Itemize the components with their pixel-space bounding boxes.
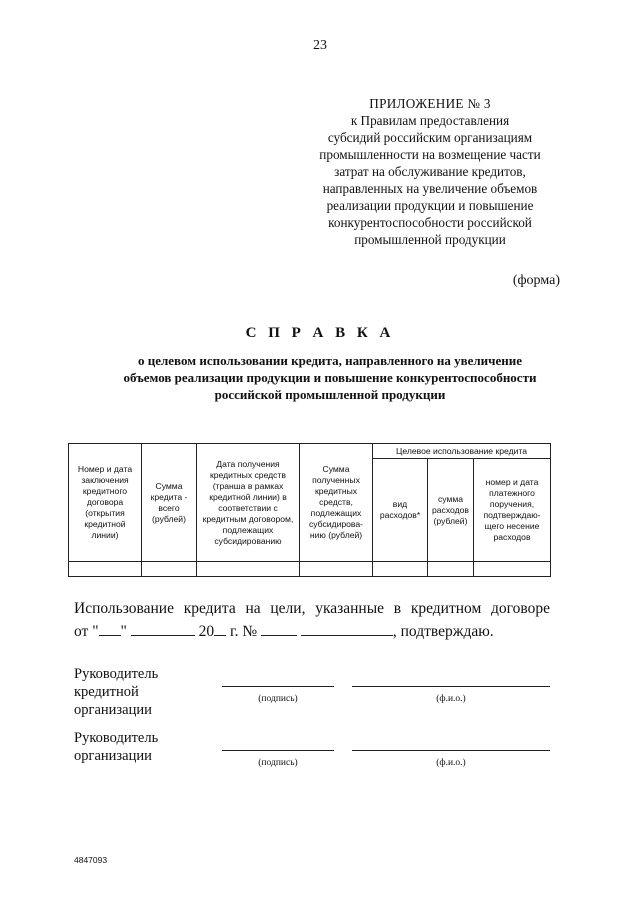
appendix-line: к Правилам предоставления xyxy=(350,113,510,128)
bank-signature-line[interactable] xyxy=(222,686,334,687)
col-header-expense-sum: сумма расходов (рублей) xyxy=(428,459,474,562)
appendix-line: затрат на обслуживание кредитов, xyxy=(334,164,526,179)
quote-close: " xyxy=(120,623,127,640)
appendix-block xyxy=(290,95,570,248)
col-header-expense-type: вид расходов* xyxy=(373,459,428,562)
org-signature-line[interactable] xyxy=(222,750,334,751)
day-blank[interactable] xyxy=(99,620,121,636)
number-blank-2[interactable] xyxy=(301,620,393,636)
org-name-line[interactable] xyxy=(352,750,550,751)
col-header-received-sum: Сумма полученных кредитных средств, подлежащих субсидирова-нию (рублей) xyxy=(300,444,373,562)
table-header-row xyxy=(69,444,551,459)
date-prefix: от " xyxy=(74,623,99,640)
table-cell[interactable] xyxy=(300,562,373,577)
appendix-line: промышленной продукции xyxy=(354,232,506,247)
table-cell[interactable] xyxy=(142,562,197,577)
label-line: кредитной xyxy=(74,684,139,700)
signature-caption: (подпись) xyxy=(258,758,298,768)
page-number: 23 xyxy=(313,38,327,53)
appendix-line: промышленности на возмещение части xyxy=(319,147,541,162)
label-line: организации xyxy=(74,748,152,764)
document-id: 4847093 xyxy=(74,855,108,865)
form-note: (форма) xyxy=(512,273,560,288)
signature-caption: (подпись) xyxy=(258,694,298,704)
table-row xyxy=(69,562,551,577)
table-cell[interactable] xyxy=(428,562,474,577)
document-subtitle xyxy=(60,352,600,403)
org-head-label xyxy=(74,729,158,765)
confirmation-end: , подтверждаю. xyxy=(392,623,494,640)
confirmation-line-2 xyxy=(74,620,554,643)
document-title: С П Р А В К А xyxy=(245,325,395,341)
col-header-receipt-date: Дата получения кредитных средств (транша в рамках кредитной линии) в соответствии с кредитным договором, подлежащих субсидированию xyxy=(197,444,300,562)
col-header-contract: Номер и дата заключения кредитного договора (открытия кредитной линии) xyxy=(69,444,142,562)
table-cell[interactable] xyxy=(69,562,142,577)
table-cell[interactable] xyxy=(197,562,300,577)
label-line: Руководитель xyxy=(74,666,159,682)
appendix-line: направленных на увеличение объемов xyxy=(322,181,538,196)
subtitle-line: о целевом использовании кредита, направленного на увеличение xyxy=(137,353,523,368)
year-prefix: 20 xyxy=(198,623,215,640)
label-line: Руководитель xyxy=(74,730,159,746)
month-blank[interactable] xyxy=(131,620,195,636)
col-header-payment-order: номер и дата платежного поручения, подтверждаю-щего несение расходов xyxy=(474,459,551,562)
label-line: организации xyxy=(74,702,152,718)
appendix-line: конкурентоспособности российской xyxy=(328,215,532,230)
confirmation-line-1: Использование кредита на цели, указанные в кредитном договоре xyxy=(74,600,550,617)
name-caption: (ф.и.о.) xyxy=(436,758,466,768)
year-blank[interactable] xyxy=(214,620,226,636)
col-header-credit-sum: Сумма кредита - всего (рублей) xyxy=(142,444,197,562)
appendix-title: ПРИЛОЖЕНИЕ № 3 xyxy=(369,96,491,111)
table-cell[interactable] xyxy=(474,562,551,577)
credit-usage-table xyxy=(68,443,551,577)
subtitle-line: объемов реализации продукции и повышение конкурентоспособности xyxy=(123,370,537,385)
number-blank[interactable] xyxy=(261,620,297,636)
group-header-target-usage: Целевое использование кредита xyxy=(373,444,551,459)
appendix-line: реализации продукции и повышение xyxy=(326,198,534,213)
appendix-line: субсидий российским организациям xyxy=(327,130,533,145)
bank-head-label xyxy=(74,665,158,719)
bank-name-line[interactable] xyxy=(352,686,550,687)
number-label: г. № xyxy=(229,623,258,640)
subtitle-line: российской промышленной продукции xyxy=(214,387,446,402)
name-caption: (ф.и.о.) xyxy=(436,694,466,704)
table-cell[interactable] xyxy=(373,562,428,577)
